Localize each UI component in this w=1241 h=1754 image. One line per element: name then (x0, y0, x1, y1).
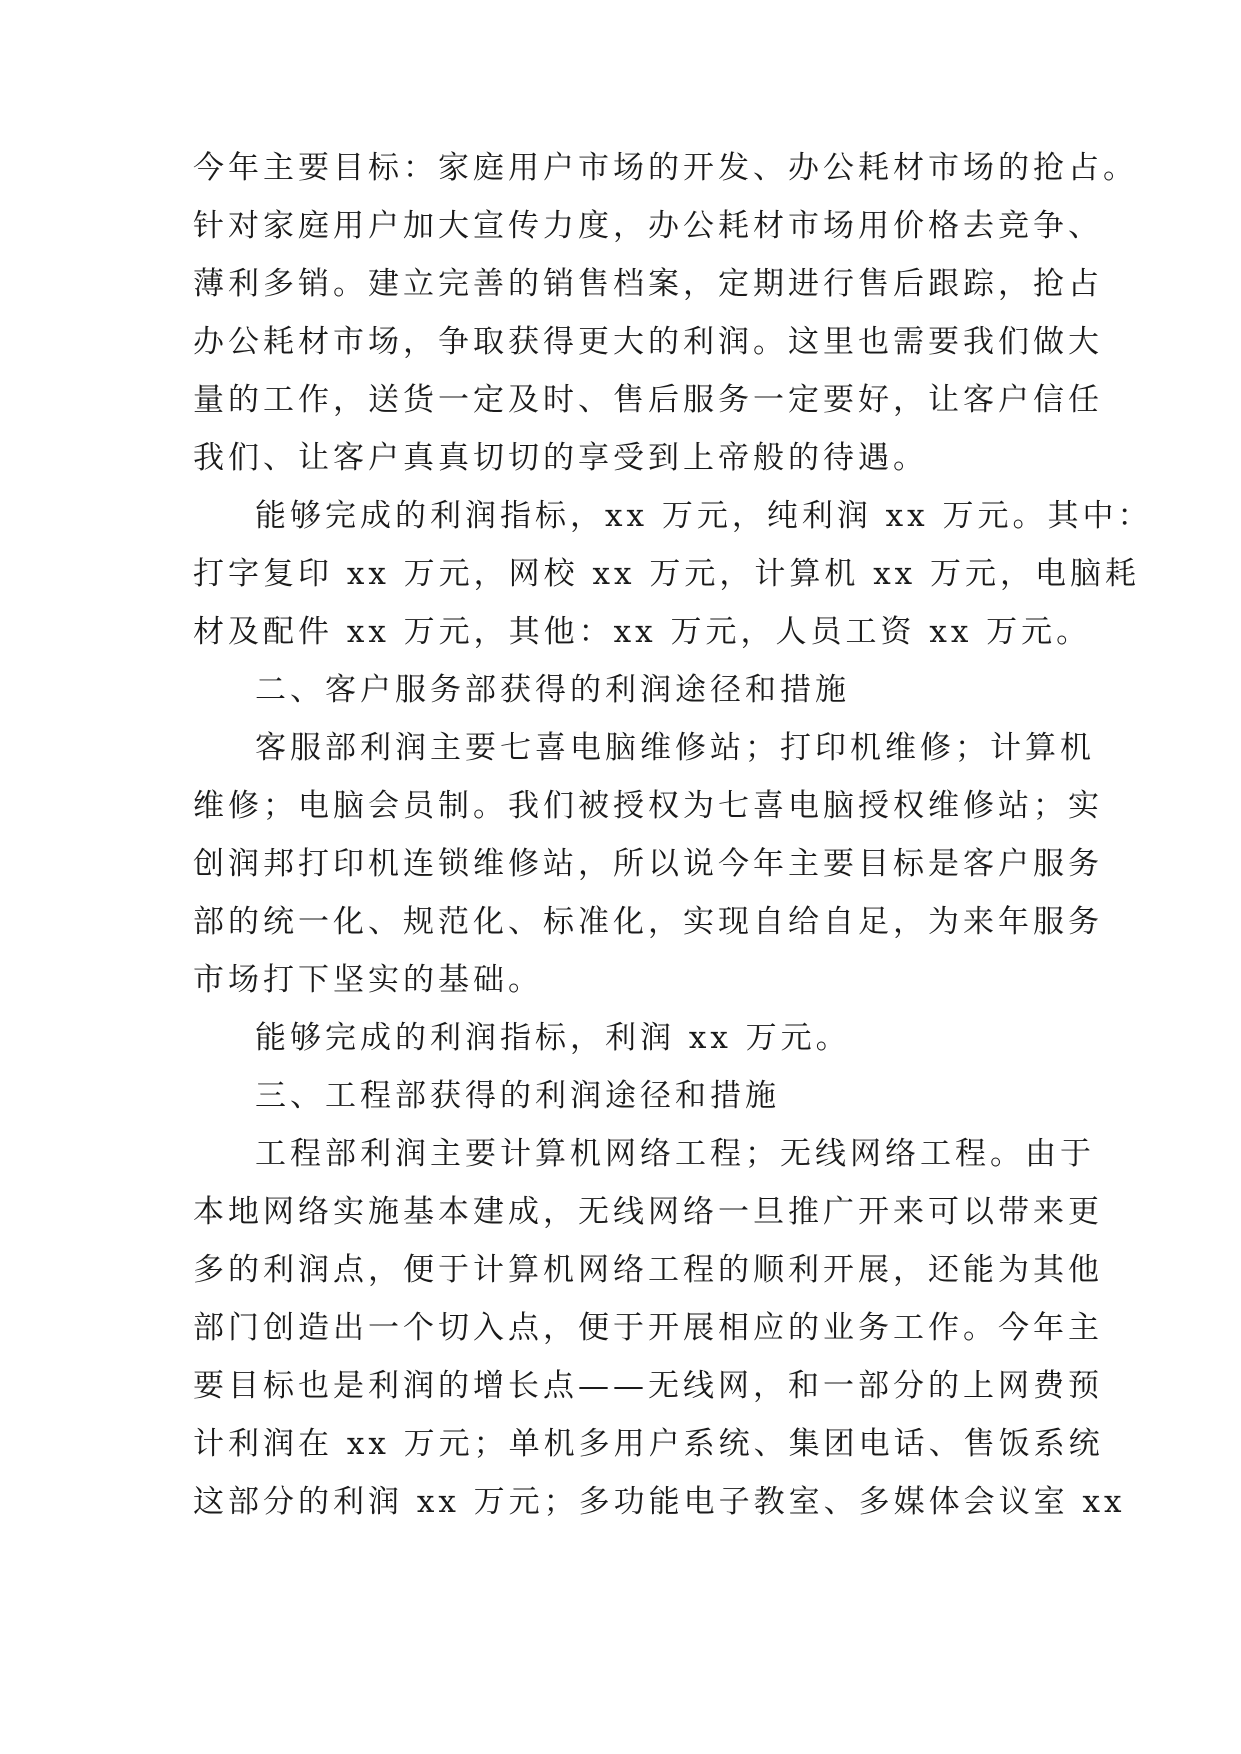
text-line-24: 这部分的利润 xx 万元；多功能电子教室、多媒体会议室 xx (193, 1484, 1126, 1520)
text-line-14: 部的统一化、规范化、标准化，实现自给自足，为来年服务 (193, 904, 1103, 940)
text-line-18: 工程部利润主要计算机网络工程；无线网络工程。由于 (255, 1136, 1095, 1172)
text-line-22: 要目标也是利润的增长点——无线网，和一部分的上网费预 (193, 1368, 1103, 1404)
section-heading-3: 三、工程部获得的利润途径和措施 (255, 1078, 780, 1114)
text-line-7: 能够完成的利润指标，xx 万元，纯利润 xx 万元。其中： (255, 498, 1153, 534)
text-line-2: 针对家庭用户加大宣传力度，办公耗材市场用价格去竞争、 (193, 208, 1103, 244)
text-line-4: 办公耗材市场，争取获得更大的利润。这里也需要我们做大 (193, 324, 1103, 360)
text-line-19: 本地网络实施基本建成，无线网络一旦推广开来可以带来更 (193, 1194, 1103, 1230)
text-line-13: 创润邦打印机连锁维修站，所以说今年主要目标是客户服务 (193, 846, 1103, 882)
text-line-8: 打字复印 xx 万元，网校 xx 万元，计算机 xx 万元，电脑耗 (193, 556, 1141, 592)
text-line-20: 多的利润点，便于计算机网络工程的顺利开展，还能为其他 (193, 1252, 1103, 1288)
text-line-12: 维修；电脑会员制。我们被授权为七喜电脑授权维修站；实 (193, 788, 1103, 824)
text-line-9: 材及配件 xx 万元，其他：xx 万元，人员工资 xx 万元。 (193, 614, 1092, 650)
text-line-5: 量的工作，送货一定及时、售后服务一定要好，让客户信任 (193, 382, 1103, 418)
section-heading-2: 二、客户服务部获得的利润途径和措施 (255, 672, 850, 708)
text-line-16: 能够完成的利润指标，利润 xx 万元。 (255, 1020, 851, 1056)
text-line-1: 今年主要目标：家庭用户市场的开发、办公耗材市场的抢占。 (193, 150, 1138, 186)
text-line-21: 部门创造出一个切入点，便于开展相应的业务工作。今年主 (193, 1310, 1103, 1346)
text-line-6: 我们、让客户真真切切的享受到上帝般的待遇。 (193, 440, 928, 476)
text-line-15: 市场打下坚实的基础。 (193, 962, 543, 998)
text-line-11: 客服部利润主要七喜电脑维修站；打印机维修；计算机 (255, 730, 1095, 766)
text-line-23: 计利润在 xx 万元；单机多用户系统、集团电话、售饭系统 (193, 1426, 1104, 1462)
text-line-3: 薄利多销。建立完善的销售档案，定期进行售后跟踪，抢占 (193, 266, 1103, 302)
